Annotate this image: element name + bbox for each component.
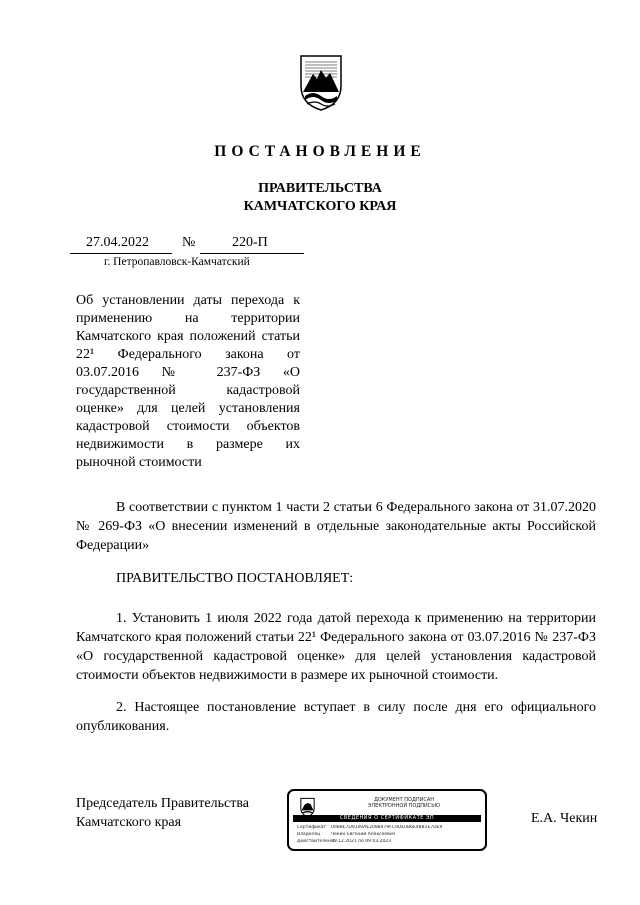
decree-heading: ПРАВИТЕЛЬСТВО ПОСТАНОВЛЯЕТ:	[116, 571, 354, 586]
stamp-header	[329, 797, 479, 809]
legal-basis-paragraph: В соответствии с пунктом 1 части 2 статьи 6 Федерального закона от 31.07.2020 № 269-ФЗ «О внесении изменений в отдельные законодательные акты Российской Федерации»	[76, 500, 596, 553]
document-date: 27.04.2022	[86, 235, 149, 250]
signatory-name: Е.А. Чекин	[531, 811, 598, 826]
authority-line-2: КАМЧАТСКОГО КРАЯ	[243, 199, 397, 214]
stamp-validity-label: Действителен с	[297, 839, 335, 844]
stamp-owner-row	[297, 832, 479, 837]
electronic-signature-stamp	[287, 789, 487, 851]
document-number: 220-П	[232, 235, 268, 250]
city-label: г. Петропавловск-Камчатский	[104, 256, 250, 268]
signatory-position-line-2: Камчатского края	[76, 815, 182, 830]
stamp-header-line-1: ДОКУМЕНТ ПОДПИСАН	[373, 797, 435, 803]
authority-line-1: ПРАВИТЕЛЬСТВА	[258, 181, 382, 196]
number-underline	[200, 253, 304, 254]
stamp-validity-row	[297, 839, 479, 844]
stamp-certificate-row	[297, 825, 479, 830]
stamp-validity-value: 09.12.2021 по 09.03.2023	[331, 839, 392, 844]
stamp-header-line-2: ЭЛЕКТРОННОЙ ПОДПИСЬЮ	[367, 803, 441, 809]
document-subject: Об установлении даты перехода к применению на территории Камчатского края положений статьи 22¹ Федерального закона от 03.07.2016 № 237-ФЗ «О государственной кадастровой оценке» для целей установления кадастровой стоимости объектов недвижимости в размере их рыночной стоимости	[76, 293, 300, 470]
document-title: ПОСТАНОВЛЕНИЕ	[214, 143, 426, 160]
stamp-certificate-value: 00B8E7D9100AE2088479FC9DE0B6E48B1E7DE9	[331, 825, 443, 830]
number-sign: №	[182, 235, 196, 250]
signatory-position	[76, 794, 249, 832]
stamp-owner-value: Чекин Евгений Алексеевич	[331, 832, 396, 837]
signatory-position-line-1: Председатель Правительства	[76, 796, 249, 811]
stamp-certificate-bar: СВЕДЕНИЯ О СЕРТИФИКАТЕ ЭП	[293, 815, 481, 822]
stamp-emblem-icon	[299, 797, 316, 817]
decree-item-2: 2. Настоящее постановление вступает в силу после дня его официального опубликования.	[76, 700, 596, 734]
stamp-certificate-label: Сертификат	[297, 825, 327, 830]
decree-item-1: 1. Установить 1 июля 2022 года датой перехода к применению на территории Камчатского края положений статьи 22¹ Федерального закона от 03.07.2016 № 237-ФЗ «О государственной кадастровой оценке» для целей установления кадастровой стоимости объектов недвижимости в размере их рыночной стоимости.	[76, 611, 596, 683]
date-underline	[70, 253, 172, 254]
kamchatka-coat-of-arms-icon	[297, 52, 345, 112]
stamp-owner-label: Владелец	[297, 832, 321, 837]
